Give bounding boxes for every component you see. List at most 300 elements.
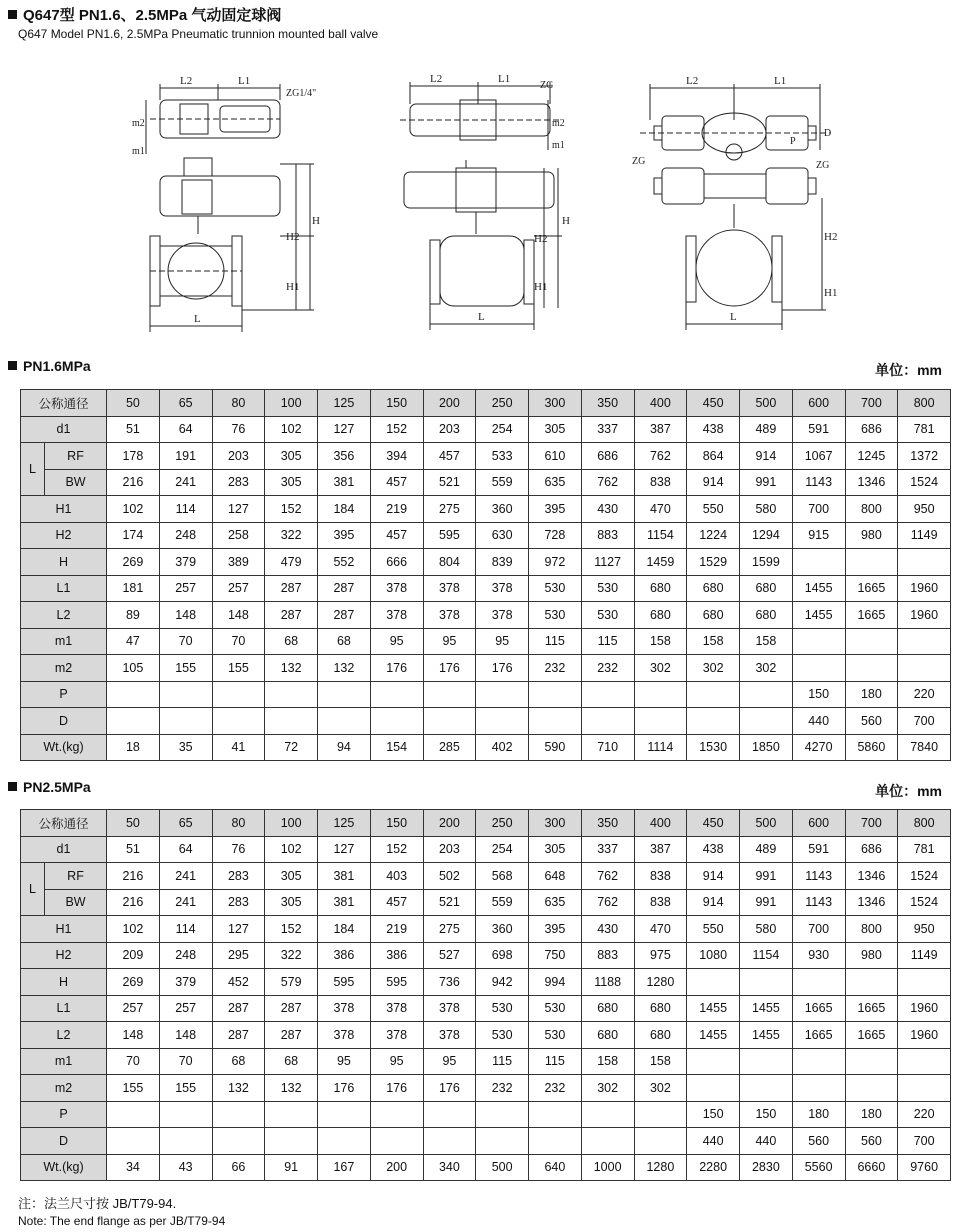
cell-Wt: 590 (529, 734, 582, 761)
cell-L1: 287 (212, 995, 265, 1022)
dim-ZG14: ZG1/4" (286, 88, 317, 99)
cell-m2: 302 (634, 1075, 687, 1102)
cell-m1: 70 (159, 628, 212, 655)
cell-H2: 395 (318, 522, 371, 549)
cell-L2: 530 (581, 602, 634, 629)
cell-H2: 630 (476, 522, 529, 549)
cell-L1: 1455 (740, 995, 793, 1022)
cell-BW: 241 (159, 469, 212, 496)
cell-L2: 1960 (898, 1022, 951, 1049)
section-pn16-title: PN1.6MPa (8, 358, 91, 374)
cell-P (159, 681, 212, 708)
row-label-L: L (21, 863, 45, 916)
cell-H: 1188 (581, 969, 634, 996)
cell-D: 700 (898, 708, 951, 735)
cell-P (212, 1101, 265, 1128)
cell-m2: 155 (159, 1075, 212, 1102)
cell-dn: 65 (159, 390, 212, 417)
dim-P-3: P (790, 136, 796, 147)
cell-L2: 287 (318, 602, 371, 629)
cell-L2: 287 (265, 602, 318, 629)
cell-m1: 70 (107, 1048, 160, 1075)
cell-dn: 100 (265, 390, 318, 417)
row-label-L1: L1 (21, 575, 107, 602)
cell-H2: 386 (318, 942, 371, 969)
cell-RF: 502 (423, 863, 476, 890)
cell-BW: 559 (476, 889, 529, 916)
cell-m2: 232 (529, 655, 582, 682)
cell-D: 440 (687, 1128, 740, 1155)
cell-BW: 838 (634, 889, 687, 916)
dim-H2-3: H2 (824, 231, 838, 243)
dim-H-1: H (312, 215, 320, 227)
cell-RF: 864 (687, 443, 740, 470)
cell-H: 595 (318, 969, 371, 996)
cell-Wt: 4270 (792, 734, 845, 761)
row-label-H1: H1 (21, 916, 107, 943)
dim-L2-2: L2 (430, 73, 443, 85)
cell-L1: 257 (159, 995, 212, 1022)
cell-Wt: 91 (265, 1154, 318, 1181)
cell-H1: 470 (634, 916, 687, 943)
cell-L1: 1665 (845, 575, 898, 602)
cell-L2: 680 (634, 602, 687, 629)
cell-H2: 930 (792, 942, 845, 969)
cell-H1: 275 (423, 496, 476, 523)
cell-BW: 838 (634, 469, 687, 496)
dim-L-1: L (194, 313, 201, 325)
cell-H1: 700 (792, 916, 845, 943)
cell-BW: 521 (423, 469, 476, 496)
dim-ZG-3a: ZG (632, 156, 646, 167)
cell-L1: 680 (581, 995, 634, 1022)
cell-d1: 591 (792, 836, 845, 863)
cell-d1: 387 (634, 416, 687, 443)
drawing-2 (400, 73, 570, 330)
cell-Wt: 9760 (898, 1154, 951, 1181)
row-label-H: H (21, 549, 107, 576)
cell-L1: 530 (529, 995, 582, 1022)
cell-m2: 176 (318, 1075, 371, 1102)
cell-dn: 200 (423, 810, 476, 837)
cell-D (476, 708, 529, 735)
cell-dn: 500 (740, 390, 793, 417)
cell-RF: 394 (370, 443, 423, 470)
cell-P (634, 681, 687, 708)
cell-RF: 568 (476, 863, 529, 890)
cell-H (845, 549, 898, 576)
cell-L2: 378 (318, 1022, 371, 1049)
cell-BW: 305 (265, 889, 318, 916)
cell-H2: 975 (634, 942, 687, 969)
cell-BW: 991 (740, 469, 793, 496)
cell-H: 389 (212, 549, 265, 576)
cell-dn: 300 (529, 810, 582, 837)
cell-D: 440 (740, 1128, 793, 1155)
cell-RF: 356 (318, 443, 371, 470)
cell-m1: 115 (581, 628, 634, 655)
row-label-RF: RF (45, 863, 107, 890)
cell-H1: 184 (318, 916, 371, 943)
cell-RF: 838 (634, 863, 687, 890)
cell-RF: 203 (212, 443, 265, 470)
table-row-P (21, 681, 951, 708)
cell-m2 (740, 1075, 793, 1102)
cell-RF: 241 (159, 863, 212, 890)
cell-m2: 302 (740, 655, 793, 682)
cell-RF: 1372 (898, 443, 951, 470)
cell-H: 942 (476, 969, 529, 996)
cell-D (370, 1128, 423, 1155)
table-row-RF (21, 443, 951, 470)
cell-H: 269 (107, 969, 160, 996)
cell-L2: 89 (107, 602, 160, 629)
cell-H1: 950 (898, 496, 951, 523)
cell-m2 (687, 1075, 740, 1102)
cell-H2: 322 (265, 942, 318, 969)
cell-m1: 115 (476, 1048, 529, 1075)
drawing-1 (132, 75, 320, 332)
cell-d1: 686 (845, 416, 898, 443)
unit-label-2: 单位：mm (875, 783, 942, 799)
cell-L1: 378 (318, 995, 371, 1022)
cell-Wt: 200 (370, 1154, 423, 1181)
cell-BW: 1346 (845, 889, 898, 916)
cell-D (265, 1128, 318, 1155)
table-row-L2 (21, 602, 951, 629)
cell-H1: 114 (159, 916, 212, 943)
dim-L1-3: L1 (774, 75, 787, 87)
cell-H: 379 (159, 549, 212, 576)
cell-m1: 70 (212, 628, 265, 655)
cell-D (476, 1128, 529, 1155)
row-label-H: H (21, 969, 107, 996)
row-label-d1: d1 (21, 836, 107, 863)
dim-L2-3: L2 (686, 75, 699, 87)
cell-H2: 295 (212, 942, 265, 969)
cell-H2: 883 (581, 942, 634, 969)
cell-H (740, 969, 793, 996)
cell-RF: 381 (318, 863, 371, 890)
cell-L2: 530 (476, 1022, 529, 1049)
cell-P (107, 681, 160, 708)
bullet-square-icon (8, 10, 17, 19)
cell-Wt: 34 (107, 1154, 160, 1181)
cell-dn: 200 (423, 390, 476, 417)
cell-RF: 610 (529, 443, 582, 470)
row-label-m2: m2 (21, 1075, 107, 1102)
cell-m2: 105 (107, 655, 160, 682)
table-row-H (21, 549, 951, 576)
dim-H-2: H (562, 215, 570, 227)
cell-d1: 591 (792, 416, 845, 443)
cell-d1: 102 (265, 836, 318, 863)
cell-m1 (845, 1048, 898, 1075)
dim-ZG-3b: ZG (816, 160, 830, 171)
cell-L1: 680 (634, 995, 687, 1022)
cell-H2: 883 (581, 522, 634, 549)
row-label-m1: m1 (21, 628, 107, 655)
row-label-dn: 公称通径 (21, 810, 107, 837)
cell-L1: 530 (529, 575, 582, 602)
cell-d1: 51 (107, 416, 160, 443)
cell-dn: 600 (792, 810, 845, 837)
dim-m1-1: m1 (132, 146, 145, 157)
cell-H: 1459 (634, 549, 687, 576)
cell-H2: 258 (212, 522, 265, 549)
cell-D (107, 1128, 160, 1155)
row-label-m1: m1 (21, 1048, 107, 1075)
table-row-m2 (21, 1075, 951, 1102)
cell-Wt: 43 (159, 1154, 212, 1181)
cell-H2: 1149 (898, 942, 951, 969)
cell-D (529, 1128, 582, 1155)
table-row-dn (21, 390, 951, 417)
dim-H1-3: H1 (824, 287, 838, 299)
cell-Wt: 1114 (634, 734, 687, 761)
cell-BW: 457 (370, 469, 423, 496)
cell-dn: 400 (634, 810, 687, 837)
cell-L1: 378 (370, 575, 423, 602)
cell-H1: 219 (370, 496, 423, 523)
table-row-Wt (21, 1154, 951, 1181)
cell-m2: 176 (423, 655, 476, 682)
cell-P: 220 (898, 681, 951, 708)
cell-d1: 438 (687, 836, 740, 863)
cell-d1: 76 (212, 416, 265, 443)
cell-m1: 115 (529, 1048, 582, 1075)
cell-m1 (740, 1048, 793, 1075)
table-row-D (21, 1128, 951, 1155)
cell-dn: 450 (687, 390, 740, 417)
cell-H (845, 969, 898, 996)
cell-m1: 95 (423, 628, 476, 655)
cell-P (318, 1101, 371, 1128)
dim-L-3: L (730, 311, 737, 323)
cell-P (740, 681, 793, 708)
cell-H2: 248 (159, 522, 212, 549)
cell-D (740, 708, 793, 735)
cell-H2: 322 (265, 522, 318, 549)
cell-H: 994 (529, 969, 582, 996)
cell-m2: 232 (581, 655, 634, 682)
cell-BW: 914 (687, 469, 740, 496)
cell-RF: 1143 (792, 863, 845, 890)
cell-L2: 530 (529, 602, 582, 629)
cell-d1: 781 (898, 416, 951, 443)
cell-dn: 700 (845, 810, 898, 837)
cell-D: 560 (845, 1128, 898, 1155)
cell-RF: 1067 (792, 443, 845, 470)
cell-P (423, 1101, 476, 1128)
cell-L2: 680 (740, 602, 793, 629)
cell-m2: 302 (634, 655, 687, 682)
cell-D: 440 (792, 708, 845, 735)
note-cn: 注：法兰尺寸按 JB/T79-94. (18, 1196, 177, 1211)
cell-m2: 176 (370, 1075, 423, 1102)
cell-L1: 530 (476, 995, 529, 1022)
cell-L2: 1455 (687, 1022, 740, 1049)
cell-dn: 80 (212, 390, 265, 417)
cell-P (476, 681, 529, 708)
cell-m2: 132 (318, 655, 371, 682)
cell-H: 479 (265, 549, 318, 576)
cell-L1: 680 (634, 575, 687, 602)
cell-RF: 648 (529, 863, 582, 890)
table-row-Wt (21, 734, 951, 761)
cell-H2: 728 (529, 522, 582, 549)
cell-d1: 152 (370, 416, 423, 443)
cell-P (370, 681, 423, 708)
spec-table-pn25 (20, 809, 951, 1181)
valve-drawings (120, 64, 850, 342)
cell-dn: 125 (318, 810, 371, 837)
cell-Wt: 285 (423, 734, 476, 761)
cell-dn: 600 (792, 390, 845, 417)
cell-RF: 686 (581, 443, 634, 470)
cell-H2: 980 (845, 522, 898, 549)
dim-L1-2: L1 (498, 73, 511, 85)
cell-dn: 800 (898, 390, 951, 417)
cell-D (212, 1128, 265, 1155)
cell-Wt: 18 (107, 734, 160, 761)
cell-m1: 95 (370, 628, 423, 655)
cell-d1: 127 (318, 416, 371, 443)
cell-L2: 148 (107, 1022, 160, 1049)
cell-Wt: 6660 (845, 1154, 898, 1181)
cell-P (529, 681, 582, 708)
cell-H1: 360 (476, 916, 529, 943)
cell-Wt: 402 (476, 734, 529, 761)
cell-Wt: 167 (318, 1154, 371, 1181)
cell-D (159, 708, 212, 735)
cell-dn: 50 (107, 390, 160, 417)
row-label-H1: H1 (21, 496, 107, 523)
cell-m2 (792, 1075, 845, 1102)
cell-H1: 395 (529, 916, 582, 943)
cell-H: 595 (370, 969, 423, 996)
cell-H1: 430 (581, 496, 634, 523)
bullet-square-icon (8, 782, 17, 791)
cell-m1 (687, 1048, 740, 1075)
cell-Wt: 66 (212, 1154, 265, 1181)
table-row-BW (21, 889, 951, 916)
cell-m1 (792, 628, 845, 655)
cell-H1: 275 (423, 916, 476, 943)
cell-H2: 174 (107, 522, 160, 549)
cell-L1: 1960 (898, 995, 951, 1022)
row-label-d1: d1 (21, 416, 107, 443)
cell-L1: 1455 (792, 575, 845, 602)
cell-dn: 800 (898, 810, 951, 837)
cell-D: 560 (792, 1128, 845, 1155)
cell-dn: 50 (107, 810, 160, 837)
cell-H2: 750 (529, 942, 582, 969)
cell-RF: 1346 (845, 863, 898, 890)
cell-D (529, 708, 582, 735)
cell-L2: 680 (581, 1022, 634, 1049)
cell-dn: 100 (265, 810, 318, 837)
cell-Wt: 72 (265, 734, 318, 761)
cell-P (265, 681, 318, 708)
dim-L1-1: L1 (238, 75, 251, 87)
cell-RF: 216 (107, 863, 160, 890)
cell-BW: 283 (212, 889, 265, 916)
cell-P: 180 (792, 1101, 845, 1128)
cell-H: 379 (159, 969, 212, 996)
dim-ZG-2: ZG (540, 80, 554, 91)
cell-m2: 132 (212, 1075, 265, 1102)
cell-H2: 1224 (687, 522, 740, 549)
cell-H (898, 969, 951, 996)
cell-H1: 127 (212, 496, 265, 523)
cell-BW: 457 (370, 889, 423, 916)
table-row-P (21, 1101, 951, 1128)
dim-L-2: L (478, 311, 485, 323)
cell-d1: 254 (476, 836, 529, 863)
cell-d1: 305 (529, 836, 582, 863)
dim-H1-1: H1 (286, 281, 300, 293)
cell-Wt: 1000 (581, 1154, 634, 1181)
cell-L2: 287 (212, 1022, 265, 1049)
cell-m1: 158 (581, 1048, 634, 1075)
title-en: Q647 Model PN1.6, 2.5MPa Pneumatic trunnion mounted ball valve (18, 27, 379, 41)
title-cn: Q647型 PN1.6、2.5MPa 气动固定球阀 (8, 6, 378, 26)
cell-P (265, 1101, 318, 1128)
cell-m2: 232 (529, 1075, 582, 1102)
cell-D: 700 (898, 1128, 951, 1155)
cell-m1: 158 (740, 628, 793, 655)
cell-P (423, 681, 476, 708)
cell-RF: 305 (265, 863, 318, 890)
cell-BW: 914 (687, 889, 740, 916)
cell-BW: 1346 (845, 469, 898, 496)
cell-BW: 762 (581, 889, 634, 916)
cell-BW: 241 (159, 889, 212, 916)
cell-dn: 350 (581, 390, 634, 417)
cell-L1: 680 (687, 575, 740, 602)
cell-m1: 158 (634, 1048, 687, 1075)
cell-RF: 914 (740, 443, 793, 470)
cell-L2: 1455 (792, 602, 845, 629)
cell-H2: 1149 (898, 522, 951, 549)
cell-H2: 595 (423, 522, 476, 549)
cell-L1: 1455 (687, 995, 740, 1022)
row-label-D: D (21, 708, 107, 735)
cell-H: 972 (529, 549, 582, 576)
cell-RF: 403 (370, 863, 423, 890)
cell-H1: 219 (370, 916, 423, 943)
cell-L1: 257 (107, 995, 160, 1022)
cell-dn: 400 (634, 390, 687, 417)
cell-Wt: 5860 (845, 734, 898, 761)
cell-L1: 257 (212, 575, 265, 602)
cell-L1: 378 (423, 995, 476, 1022)
row-label-D: D (21, 1128, 107, 1155)
cell-H (792, 969, 845, 996)
cell-BW: 283 (212, 469, 265, 496)
table-row-L1 (21, 575, 951, 602)
cell-m1: 68 (212, 1048, 265, 1075)
cell-H1: 580 (740, 916, 793, 943)
cell-RF: 762 (581, 863, 634, 890)
cell-H1: 700 (792, 496, 845, 523)
cell-d1: 254 (476, 416, 529, 443)
row-label-L2: L2 (21, 1022, 107, 1049)
cell-H1: 102 (107, 916, 160, 943)
note-en: Note: The end flange as per JB/T79-94 (18, 1214, 226, 1228)
cell-H2: 386 (370, 942, 423, 969)
